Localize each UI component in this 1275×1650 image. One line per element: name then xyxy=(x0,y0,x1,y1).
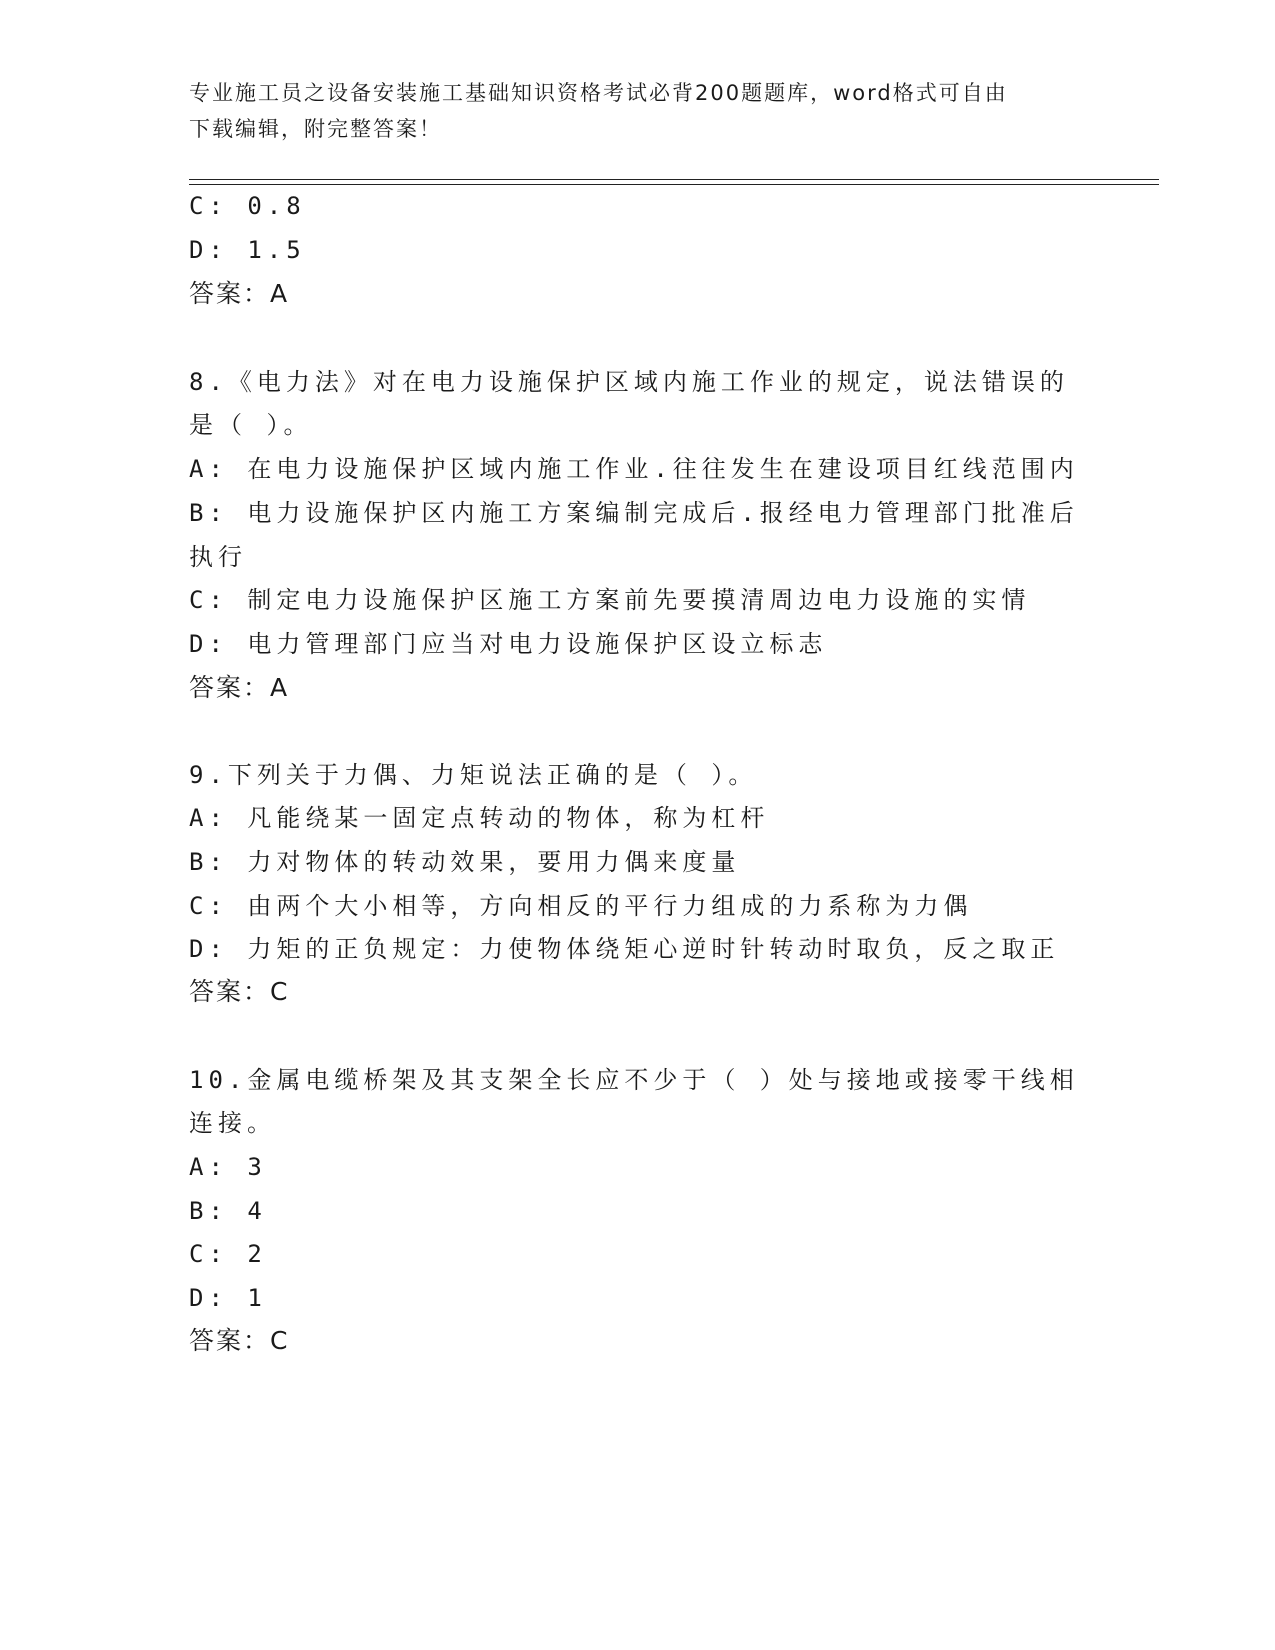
header-divider-top xyxy=(189,179,1159,180)
q10-option-d: D: 1 xyxy=(189,1284,267,1312)
q10-option-c: C: 2 xyxy=(189,1240,267,1268)
header-divider-bottom xyxy=(189,184,1159,185)
q8-option-b-line-2: 执行 xyxy=(189,543,247,571)
q8-option-d: D: 电力管理部门应当对电力设施保护区设立标志 xyxy=(189,630,828,658)
prev-answer: 答案：A xyxy=(189,279,290,308)
q9-answer: 答案：C xyxy=(189,977,290,1006)
q8-stem-line-2: 是（ ）。 xyxy=(189,411,313,439)
q10-option-b: B: 4 xyxy=(189,1197,267,1225)
q10-answer: 答案：C xyxy=(189,1326,290,1355)
q8-answer: 答案：A xyxy=(189,673,290,702)
q8-stem-line-1: 8.《电力法》对在电力设施保护区域内施工作业的规定，说法错误的 xyxy=(189,368,1069,396)
q9-stem: 9.下列关于力偶、力矩说法正确的是（ ）。 xyxy=(189,761,758,789)
q8-option-a: A: 在电力设施保护区域内施工作业.往往发生在建设项目红线范围内 xyxy=(189,455,1079,483)
document-header xyxy=(189,75,1089,147)
q8-option-b-line-1: B: 电力设施保护区内施工方案编制完成后.报经电力管理部门批准后 xyxy=(189,499,1079,527)
q9-option-d: D: 力矩的正负规定：力使物体绕矩心逆时针转动时取负，反之取正 xyxy=(189,935,1060,963)
prev-option-d: D: 1.5 xyxy=(189,236,306,264)
q10-stem-line-1: 10.金属电缆桥架及其支架全长应不少于（ ）处与接地或接零干线相 xyxy=(189,1066,1079,1094)
q10-option-a: A: 3 xyxy=(189,1153,267,1181)
q9-option-a: A: 凡能绕某一固定点转动的物体，称为杠杆 xyxy=(189,804,770,832)
q9-option-b: B: 力对物体的转动效果，要用力偶来度量 xyxy=(189,848,741,876)
header-line-2: 下载编辑，附完整答案！ xyxy=(189,117,442,141)
prev-option-c: C: 0.8 xyxy=(189,192,306,220)
header-line-1: 专业施工员之设备安装施工基础知识资格考试必背200题题库，word格式可自由 xyxy=(189,81,1008,105)
q8-option-c: C: 制定电力设施保护区施工方案前先要摸清周边电力设施的实情 xyxy=(189,586,1031,614)
q9-option-c: C: 由两个大小相等，方向相反的平行力组成的力系称为力偶 xyxy=(189,892,973,920)
q10-stem-line-2: 连接。 xyxy=(189,1109,276,1137)
